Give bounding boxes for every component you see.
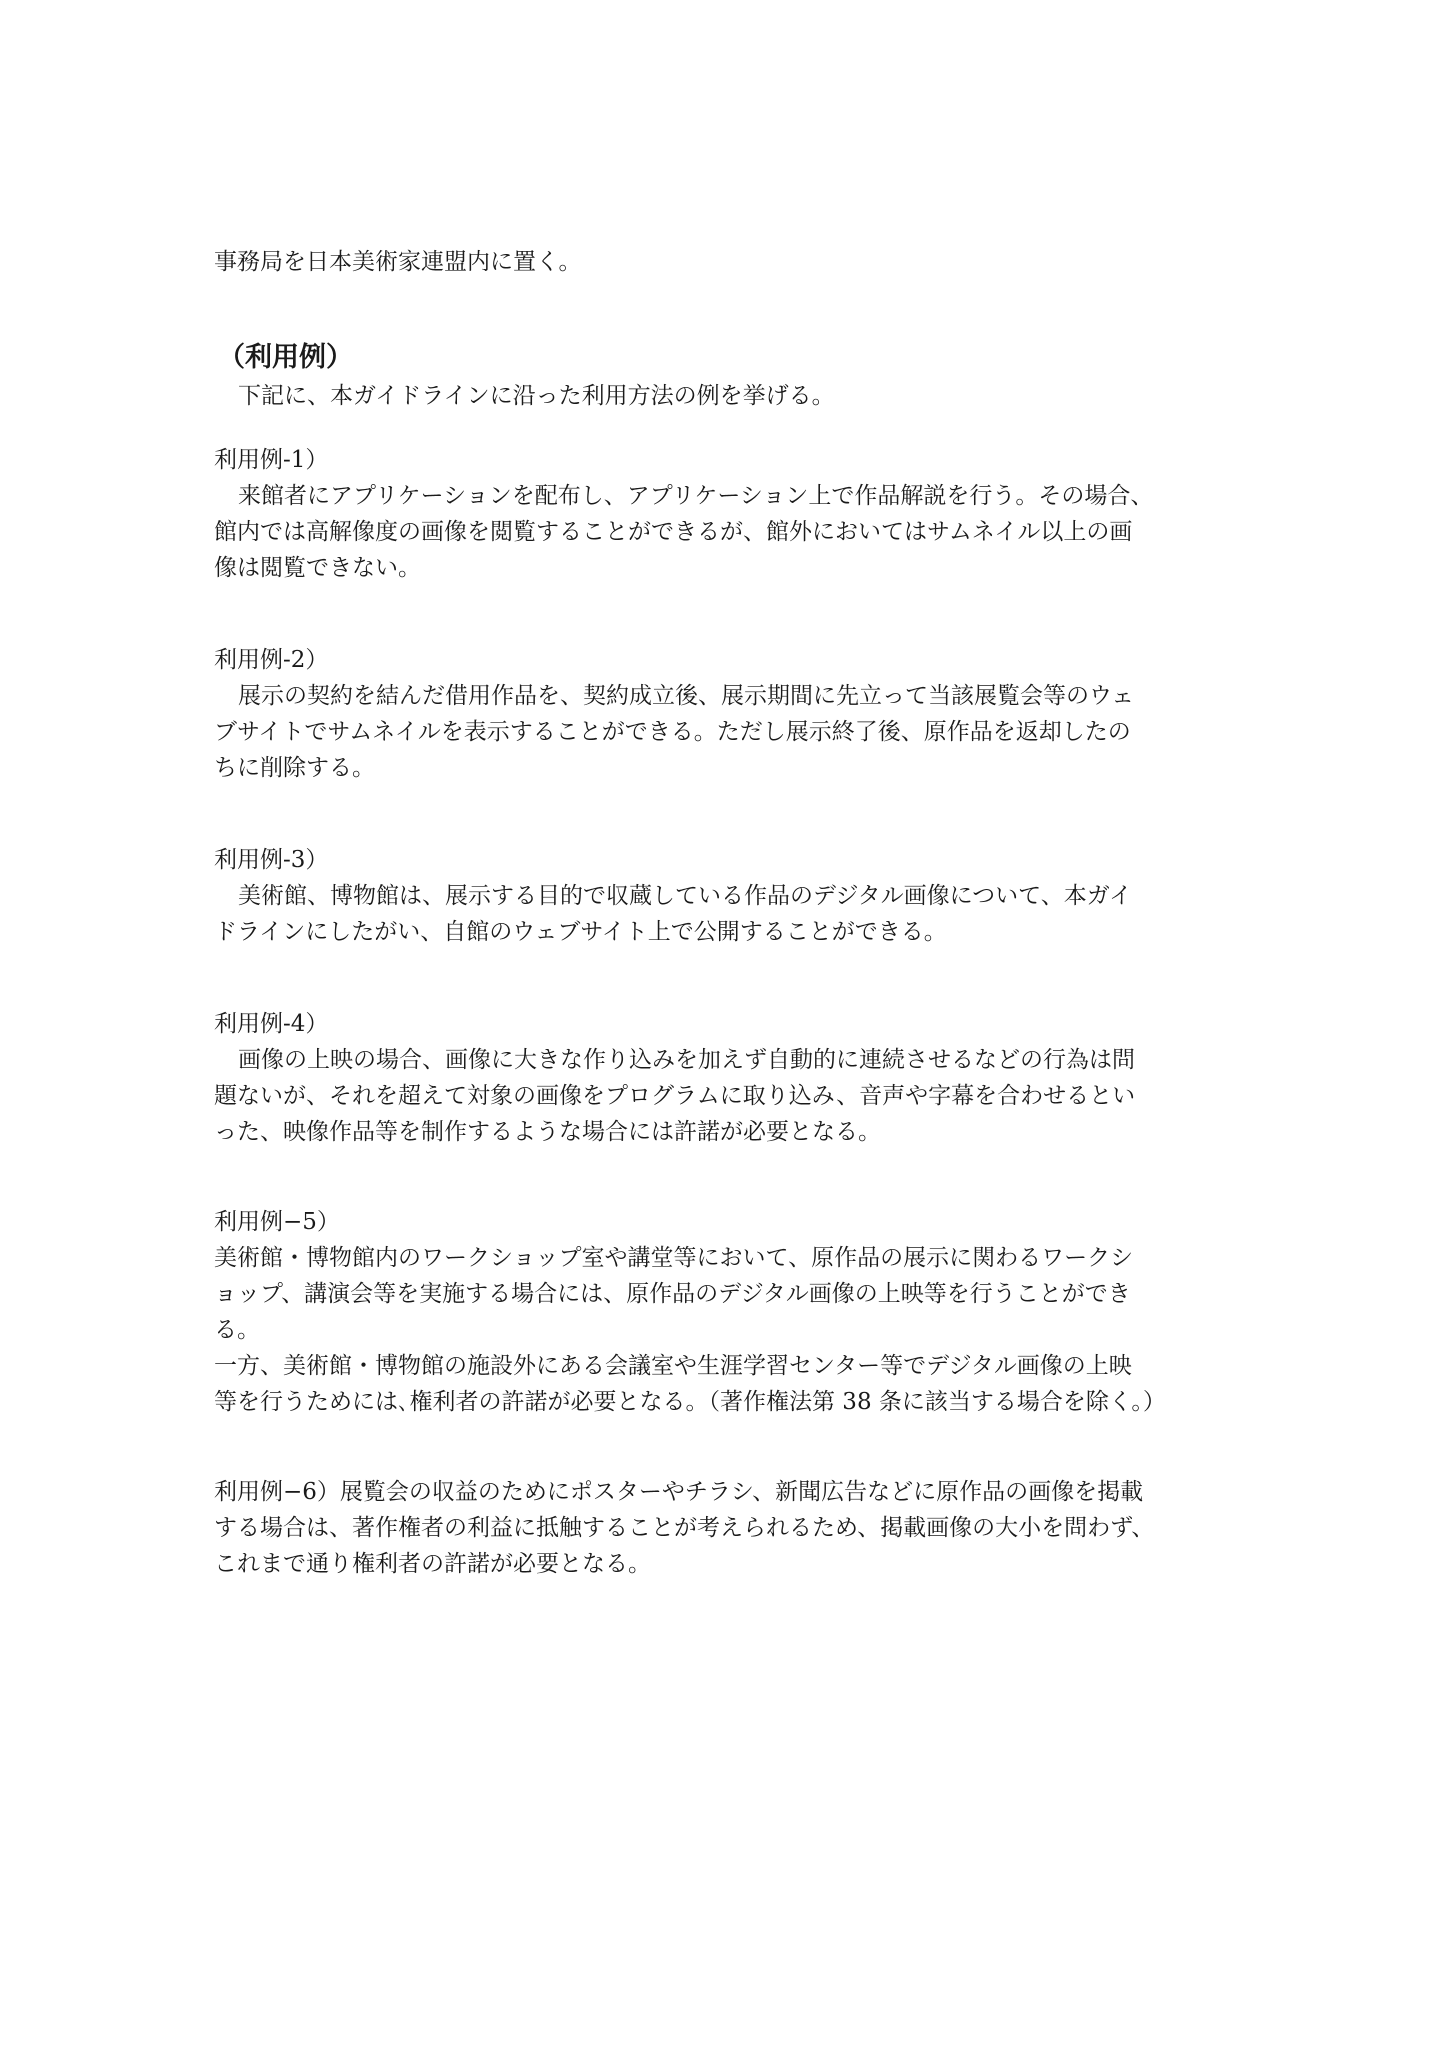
example-6-text-1: 展覧会の収益のためにポスターやチラシ、新聞広告などに原作品の画像を掲載 <box>339 1479 1144 1505</box>
example-5-line-5: 等を行うためには､権利者の許諾が必要となる。（著作権法第 38 条に該当する場合を除く。） <box>214 1389 1166 1415</box>
example-6-line-1 <box>214 1474 1244 1510</box>
example-4-line-3: った、映像作品等を制作するような場合には許諾が必要となる。 <box>214 1119 881 1145</box>
example-3-line-2: ドラインにしたがい、自館のウェブサイト上で公開することができる。 <box>214 919 947 945</box>
example-2-label: 利用例-2） <box>214 647 329 673</box>
section-lead: 下記に、本ガイドラインに沿った利用方法の例を挙げる。 <box>238 383 835 409</box>
example-3-label: 利用例-3） <box>214 847 329 873</box>
example-5-label: 利用例−5） <box>214 1209 340 1235</box>
example-6-line-2: する場合は、著作権者の利益に抵触することが考えられるため、掲載画像の大小を問わず、 <box>214 1515 1155 1541</box>
example-4-line-1: 画像の上映の場合、画像に大きな作り込みを加えず自動的に連続させるなどの行為は問 <box>238 1047 1135 1073</box>
example-1-label: 利用例-1） <box>214 447 329 473</box>
example-4-line-2: 題ないが、それを超えて対象の画像をプログラムに取り込み、音声や字幕を合わせるとい <box>214 1083 1136 1109</box>
example-6-label: 利用例−6） <box>214 1479 340 1505</box>
example-2-line-1: 展示の契約を結んだ借用作品を、契約成立後、展示期間に先立って当該展覧会等のウェ <box>238 683 1135 709</box>
example-5-line-1: 美術館・博物館内のワークショップ室や講堂等において、原作品の展示に関わるワークシ <box>214 1245 1134 1271</box>
example-2-line-2: ブサイトでサムネイルを表示することができる。ただし展示終了後、原作品を返却したの <box>214 719 1131 745</box>
example-5-line-4: 一方、美術館・博物館の施設外にある会議室や生涯学習センター等でデジタル画像の上映 <box>214 1353 1132 1379</box>
secretariat-text: 事務局を日本美術家連盟内に置く。 <box>214 249 582 275</box>
example-4-label: 利用例-4） <box>214 1011 329 1037</box>
example-5-line-3: る。 <box>214 1317 260 1343</box>
example-1-line-2: 館内では高解像度の画像を閲覧することができるが、館外においてはサムネイル以上の画 <box>214 519 1133 545</box>
example-5-line-2: ョップ、講演会等を実施する場合には、原作品のデジタル画像の上映等を行うことができ <box>214 1281 1131 1307</box>
example-1-line-1: 来館者にアプリケーションを配布し、アプリケーション上で作品解説を行う。その場合、 <box>238 483 1154 509</box>
section-title: （利用例） <box>218 342 353 373</box>
example-3-line-1: 美術館、博物館は、展示する目的で収蔵している作品のデジタル画像について、本ガイ <box>238 883 1133 909</box>
example-6-line-3: これまで通り権利者の許諾が必要となる。 <box>214 1551 651 1577</box>
example-1-line-3: 像は閲覧できない。 <box>214 555 421 581</box>
example-2-line-3: ちに削除する。 <box>214 755 375 781</box>
